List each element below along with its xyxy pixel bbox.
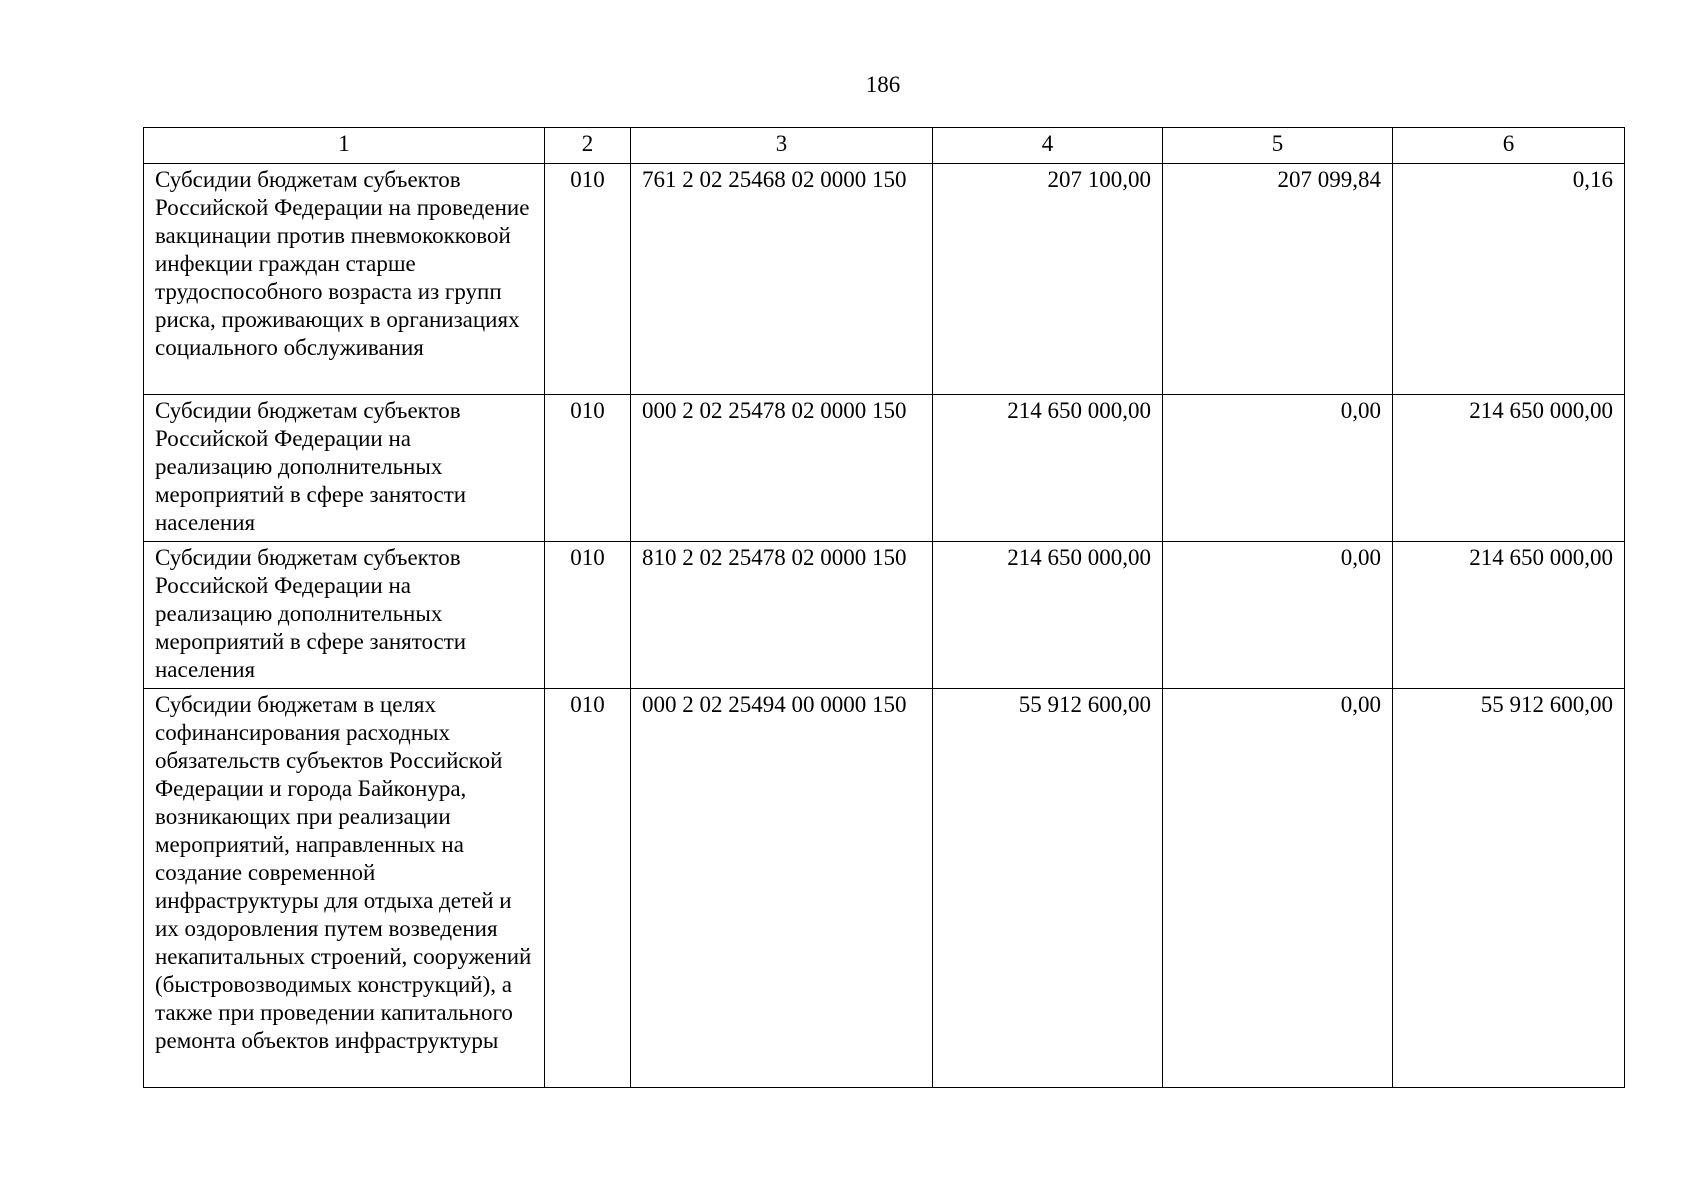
header-col-3: 3 bbox=[631, 128, 933, 164]
row-budget-classification-code: 761 2 02 25468 02 0000 150 bbox=[631, 164, 933, 395]
row-code: 010 bbox=[545, 164, 631, 395]
header-col-6: 6 bbox=[1393, 128, 1625, 164]
row-code: 010 bbox=[545, 542, 631, 689]
table-row bbox=[144, 689, 1625, 1088]
row-description: Субсидии бюджетам субъектов Российской Федерации на реализацию дополнительных мероприятий в сфере занятости населения bbox=[144, 542, 545, 689]
row-col4-amount: 214 650 000,00 bbox=[933, 542, 1163, 689]
row-col4-amount: 207 100,00 bbox=[933, 164, 1163, 395]
row-description: Субсидии бюджетам субъектов Российской Федерации на проведение вакцинации против пневмококковой инфекции граждан старше трудоспособного возраста из групп риска, проживающих в организациях социального обслуживания bbox=[144, 164, 545, 395]
row-col5-amount: 0,00 bbox=[1163, 542, 1393, 689]
table-row bbox=[144, 395, 1625, 542]
row-budget-classification-code: 000 2 02 25478 02 0000 150 bbox=[631, 395, 933, 542]
row-col6-amount: 214 650 000,00 bbox=[1393, 395, 1625, 542]
row-budget-classification-code: 000 2 02 25494 00 0000 150 bbox=[631, 689, 933, 1088]
row-col6-amount: 55 912 600,00 bbox=[1393, 689, 1625, 1088]
header-row bbox=[144, 128, 1625, 164]
table-row bbox=[144, 164, 1625, 395]
row-budget-classification-code: 810 2 02 25478 02 0000 150 bbox=[631, 542, 933, 689]
row-col5-amount: 0,00 bbox=[1163, 689, 1393, 1088]
row-col4-amount: 55 912 600,00 bbox=[933, 689, 1163, 1088]
header-col-5: 5 bbox=[1163, 128, 1393, 164]
row-code: 010 bbox=[545, 395, 631, 542]
row-col4-amount: 214 650 000,00 bbox=[933, 395, 1163, 542]
row-col5-amount: 0,00 bbox=[1163, 395, 1393, 542]
header-col-4: 4 bbox=[933, 128, 1163, 164]
row-description: Субсидии бюджетам субъектов Российской Федерации на реализацию дополнительных мероприятий в сфере занятости населения bbox=[144, 395, 545, 542]
header-col-1: 1 bbox=[144, 128, 545, 164]
page-number: 186 bbox=[865, 72, 901, 97]
row-col5-amount: 207 099,84 bbox=[1163, 164, 1393, 395]
budget-table bbox=[143, 127, 1625, 1088]
table-row bbox=[144, 542, 1625, 689]
header-col-2: 2 bbox=[545, 128, 631, 164]
row-code: 010 bbox=[545, 689, 631, 1088]
row-col6-amount: 214 650 000,00 bbox=[1393, 542, 1625, 689]
row-col6-amount: 0,16 bbox=[1393, 164, 1625, 395]
row-description: Субсидии бюджетам в целях софинансирования расходных обязательств субъектов Российской Федерации и города Байконура, возникающих при реализации мероприятий, направленных на создание современной инфраструктуры для отдыха детей и их оздоровления путем возведения некапитальных строений, сооружений (быстровозводимых конструкций), а также при проведении капитального ремонта объектов инфраструктуры bbox=[144, 689, 545, 1088]
